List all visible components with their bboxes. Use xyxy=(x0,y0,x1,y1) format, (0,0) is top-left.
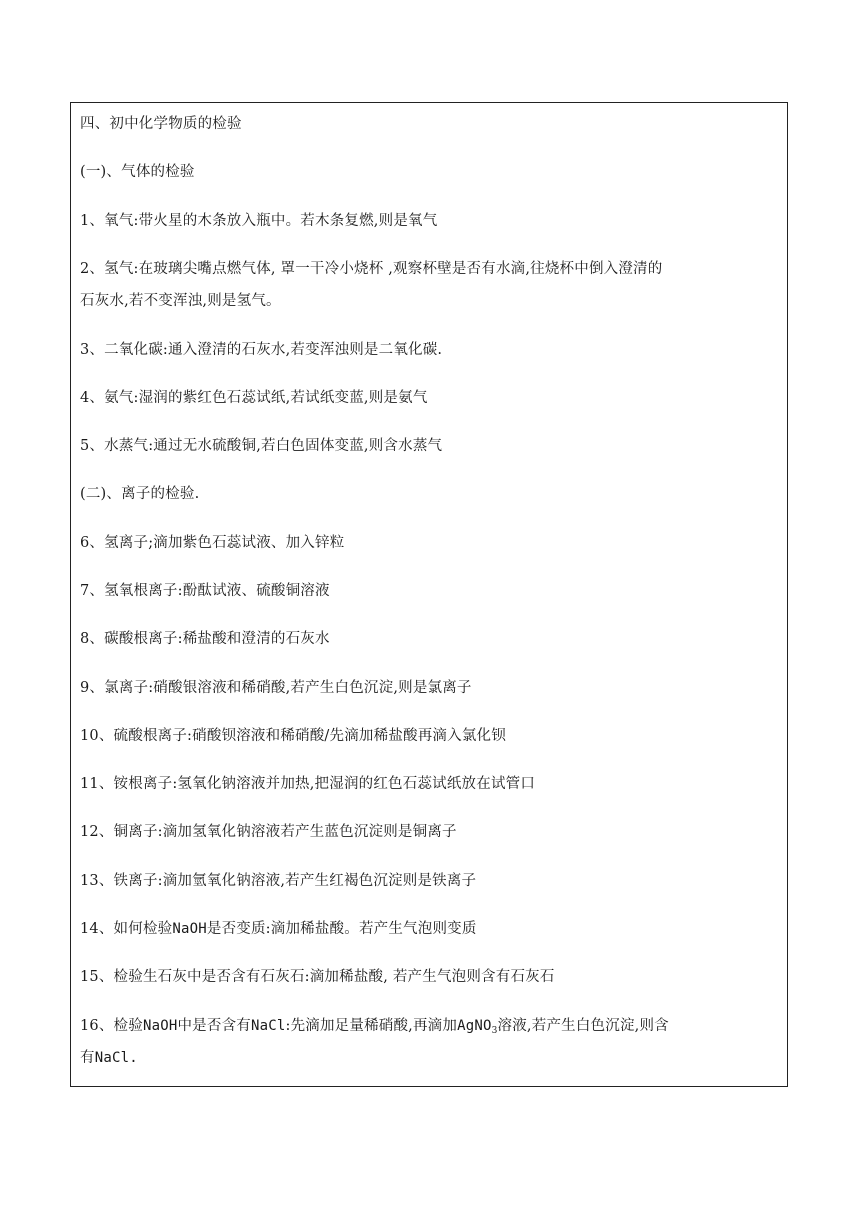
item16-nacl: NaCl xyxy=(250,1018,286,1034)
section-gas-heading: (一)、气体的检验 xyxy=(80,164,195,180)
item-water-vapor: 5、水蒸气:通过无水硫酸铜,若白色固体变蓝,则含水蒸气 xyxy=(80,438,443,454)
item-naoh-deterioration xyxy=(80,917,477,938)
item16-mid2: :先滴加足量稀硝酸,再滴加 xyxy=(285,1018,458,1034)
item16-mid1: 中是否含有 xyxy=(177,1018,251,1034)
item-copper-ion: 12、铜离子:滴加氢氧化钠溶液若产生蓝色沉淀则是铜离子 xyxy=(80,824,457,840)
item-co2: 3、二氧化碳:通入澄清的石灰水,若变浑浊则是二氧化碳. xyxy=(80,342,443,358)
item-oxygen: 1、氧气:带火星的木条放入瓶中。若木条复燃,则是氧气 xyxy=(80,213,438,229)
item16-line2-prefix: 有 xyxy=(80,1050,95,1066)
item-limestone: 15、检验生石灰中是否含有石灰石:滴加稀盐酸, 若产生气泡则含有石灰石 xyxy=(80,969,555,985)
item14-naoh: NaOH xyxy=(172,921,207,937)
item-nacl-check xyxy=(80,1014,669,1035)
page-heading: 四、初中化学物质的检验 xyxy=(80,116,242,132)
item-hydrogen-cont: 石灰水,若不变浑浊,则是氢气。 xyxy=(80,293,281,309)
section-ion-heading: (二)、离子的检验. xyxy=(80,486,200,502)
item-chloride-ion: 9、氯离子:硝酸银溶液和稀硝酸,若产生白色沉淀,则是氯离子 xyxy=(80,680,472,696)
item-ammonium-ion: 11、铵根离子:氢氧化钠溶液并加热,把湿润的红色石蕊试纸放在试管口 xyxy=(80,776,536,792)
item-ammonia: 4、氨气:湿润的紫红色石蕊试纸,若试纸变蓝,则是氨气 xyxy=(80,390,428,406)
item-hydrogen: 2、氢气:在玻璃尖嘴点燃气体, 罩一干冷小烧杯 ,观察杯壁是否有水滴,往烧杯中倒入澄清的 xyxy=(80,261,663,277)
item16-line2-nacl: NaCl. xyxy=(94,1050,138,1066)
item16-agno: AgNO xyxy=(457,1018,492,1034)
item16-prefix: 16、检验 xyxy=(80,1018,143,1034)
item-hydroxide-ion: 7、氢氧根离子:酚酞试液、硫酸铜溶液 xyxy=(80,583,330,599)
item16-subscript: 3 xyxy=(491,1026,498,1036)
item14-suffix: 是否变质:滴加稀盐酸。若产生气泡则变质 xyxy=(206,921,477,937)
item-sulfate-ion: 10、硫酸根离子:硝酸钡溶液和稀硝酸/先滴加稀盐酸再滴入氯化钡 xyxy=(80,728,506,744)
item-carbonate-ion: 8、碳酸根离子:稀盐酸和澄清的石灰水 xyxy=(80,631,330,647)
item-iron-ion: 13、铁离子:滴加氫氧化钠溶液,若产生红褐色沉淀则是铁离子 xyxy=(80,873,477,889)
item14-prefix: 14、如何检验 xyxy=(80,921,173,937)
item-nacl-check-cont xyxy=(80,1046,138,1067)
item16-naoh: NaOH xyxy=(142,1018,178,1034)
item16-mid3: 溶液,若产生白色沉淀,则含 xyxy=(497,1018,669,1034)
item-hydrogen-ion: 6、氢离子;滴加紫色石蕊试液、加入锌粒 xyxy=(80,535,345,551)
